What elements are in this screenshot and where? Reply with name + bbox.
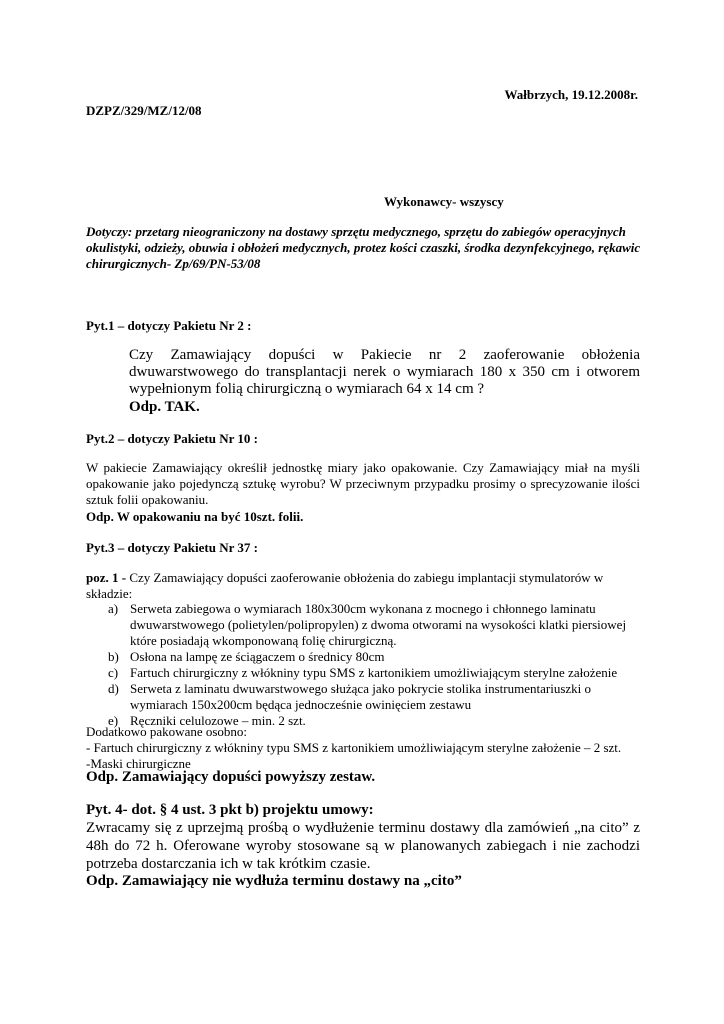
q4-answer: Odp. Zamawiający nie wydłuża terminu dostawy na „cito” xyxy=(86,873,462,889)
q1-answer: Odp. TAK. xyxy=(129,399,200,415)
place-date: Wałbrzych, 19.12.2008r. xyxy=(504,87,638,102)
list-item-text: Osłona na lampę ze ściągaczem o średnicy 80cm xyxy=(130,649,385,664)
list-item xyxy=(100,649,640,665)
q3-extra-item: -Maski chirurgiczne xyxy=(86,756,191,771)
list-item-text: Fartuch chirurgiczny z włókniny typu SMS z kartonikiem umożliwiającym sterylne założenie xyxy=(130,665,618,680)
recipient: Wykonawcy- wszyscy xyxy=(384,194,504,209)
list-item xyxy=(100,681,640,713)
list-marker: a) xyxy=(108,601,119,616)
q3-extra-heading: Dodatkowo pakowane osobno: xyxy=(86,724,248,739)
q4-heading: Pyt. 4- dot. § 4 ust. 3 pkt b) projektu umowy: xyxy=(86,802,374,818)
list-marker: c) xyxy=(108,665,119,680)
q3-position-text: Czy Zamawiający dopuści zaoferowanie obłożenia do zabiegu implantacji stymulatorów w składzie: xyxy=(86,570,604,601)
q3-heading: Pyt.3 – dotyczy Pakietu Nr 37 : xyxy=(86,540,258,555)
q3-position-label: poz. 1 - xyxy=(86,570,127,585)
q3-answer: Odp. Zamawiający dopuści powyższy zestaw. xyxy=(86,769,376,785)
q2-heading: Pyt.2 – dotyczy Pakietu Nr 10 : xyxy=(86,431,258,446)
q2-text: W pakiecie Zamawiający określił jednostkę miary jako opakowanie. Czy Zamawiający miał na myśli opakowanie jako pojedynczą sztukę wyrobu? W przeciwnym przypadku prosimy o sprecyzowanie ilości sztuk folii opakowaniu. xyxy=(86,460,640,507)
subject: Dotyczy: przetarg nieograniczony na dostawy sprzętu medycznego, sprzętu do zabiegów operacyjnych okulistyki, odzieży, obuwia i obłożeń medycznych, protez kości czaszki, środka dezynfekcyjnego, rękawic chirurgicznych- Zp/69/PN-53/08 xyxy=(86,224,641,271)
q3-item-list xyxy=(100,601,640,729)
list-item-text: Serweta zabiegowa o wymiarach 180x300cm wykonana z mocnego i chłonnego laminatu dwuwarstwowego (polietylen/polipropylen) z dwoma otworami na wysokości klatki piersiowej które posiadają wkomponowaną folię chirurgiczną. xyxy=(130,601,627,648)
list-marker: e) xyxy=(108,713,119,728)
q3-extra-item: - Fartuch chirurgiczny z włókniny typu SMS z kartonikiem umożliwiającym sterylne założenie – 2 szt. xyxy=(86,740,622,755)
list-marker: d) xyxy=(108,681,119,696)
list-marker: b) xyxy=(108,649,119,664)
q3-intro xyxy=(86,570,640,602)
q4-text: Zwracamy się z uprzejmą prośbą o wydłużenie terminu dostawy dla zamówień „na cito” z 48h do 72 h. Oferowane wyroby stosowane są w planowanych zabiegach i nie zachodzi potrzeba dostarczania ich w tak krótkim czasie. xyxy=(86,820,640,872)
reference-number: DZPZ/329/MZ/12/08 xyxy=(86,103,202,118)
q1-text: Czy Zamawiający dopuści w Pakiecie nr 2 zaoferowanie obłożenia dwuwarstwowego do transplantacji nerek o wymiarach 180 x 350 cm i otworem wypełnionym folią chirurgiczną o wymiarach 64 x 14 cm ? xyxy=(129,347,640,397)
list-item-text: Serweta z laminatu dwuwarstwowego służąca jako pokrycie stolika instrumentariuszki o wymiarach 150x200cm będąca jednocześnie owinięciem zestawu xyxy=(130,681,592,712)
q1-heading: Pyt.1 – dotyczy Pakietu Nr 2 : xyxy=(86,318,252,333)
q2-answer: Odp. W opakowaniu na być 10szt. folii. xyxy=(86,509,304,524)
list-item xyxy=(100,601,640,649)
list-item xyxy=(100,665,640,681)
list-item-text: Ręczniki celulozowe – min. 2 szt. xyxy=(130,713,306,728)
